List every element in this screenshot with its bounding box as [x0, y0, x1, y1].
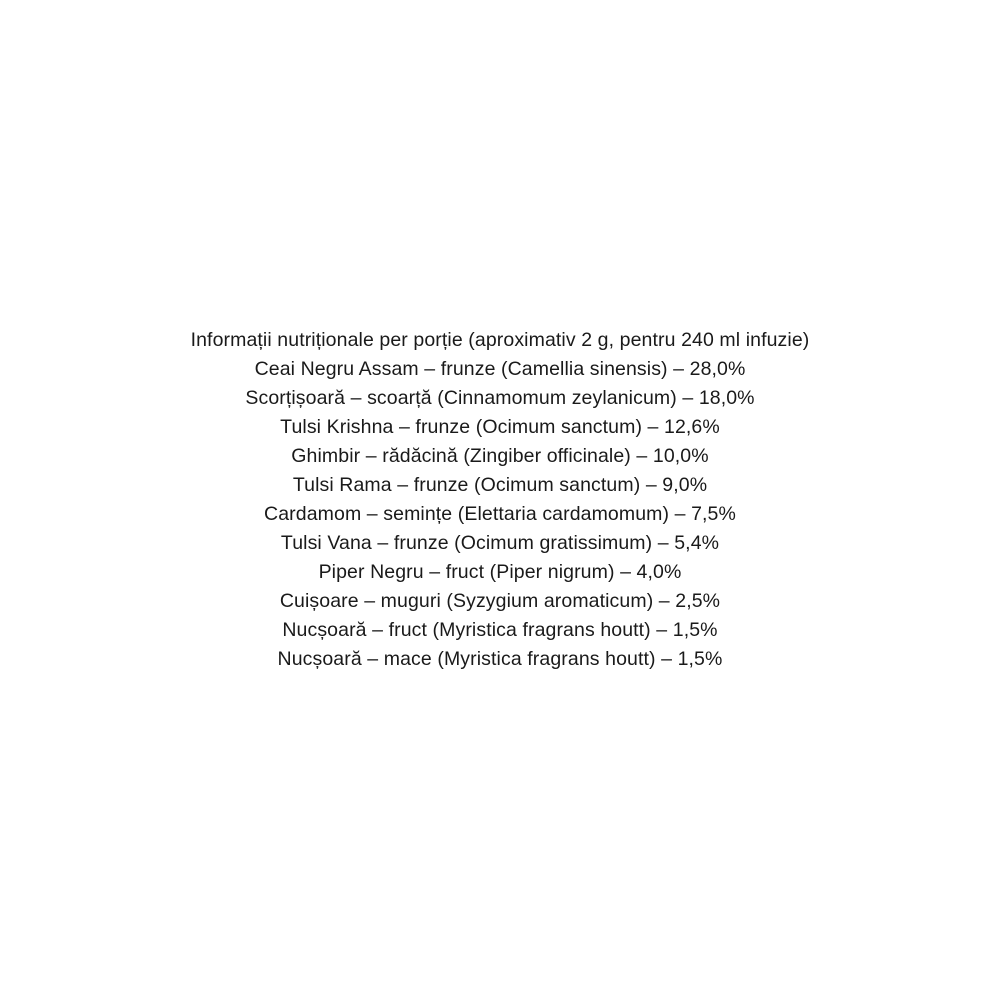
nutrition-heading: Informații nutriționale per porție (aproximativ 2 g, pentru 240 ml infuzie) [190, 329, 810, 351]
ingredient-line: Nucșoară – mace (Myristica fragrans houtt) – 1,5% [277, 648, 723, 670]
ingredient-line: Scorțișoară – scoarță (Cinnamomum zeylanicum) – 18,0% [245, 387, 755, 409]
nutrition-info-block [191, 326, 810, 674]
ingredient-line: Tulsi Krishna – frunze (Ocimum sanctum) – 12,6% [280, 416, 720, 438]
ingredient-line: Ceai Negru Assam – frunze (Camellia sinensis) – 28,0% [254, 358, 746, 380]
ingredient-line: Tulsi Rama – frunze (Ocimum sanctum) – 9,0% [292, 474, 708, 496]
ingredient-line: Tulsi Vana – frunze (Ocimum gratissimum) – 5,4% [280, 532, 720, 554]
ingredient-line: Cuișoare – muguri (Syzygium aromaticum) – 2,5% [279, 590, 721, 612]
ingredient-line: Nucșoară – fruct (Myristica fragrans houtt) – 1,5% [282, 619, 718, 641]
ingredient-line: Ghimbir – rădăcină (Zingiber officinale) – 10,0% [291, 445, 709, 467]
ingredient-line: Cardamom – semințe (Elettaria cardamomum) – 7,5% [264, 503, 736, 525]
ingredient-line: Piper Negru – fruct (Piper nigrum) – 4,0% [318, 561, 682, 583]
